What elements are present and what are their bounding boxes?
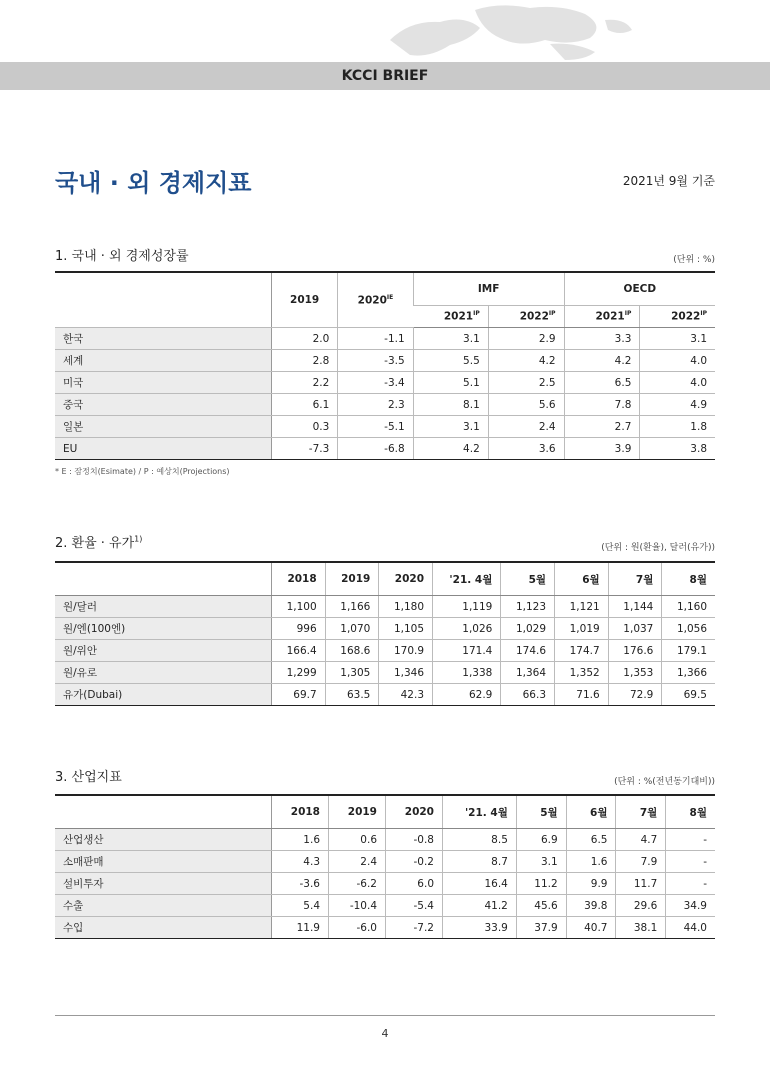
cell-value: 6.9 [516,829,566,851]
industry-header-row [55,795,715,829]
row-label: 수출 [55,895,272,917]
row-label: EU [55,438,272,460]
cell-value: 33.9 [443,917,517,939]
cell-value: 3.9 [564,438,640,460]
growth-row [55,438,715,460]
cell-value: -7.2 [386,917,443,939]
cell-value: -6.0 [329,917,386,939]
cell-value: 996 [272,618,326,640]
column-header: '21. 4월 [433,562,501,596]
cell-value: 3.8 [640,438,715,460]
industry-row [55,917,715,939]
cell-value: 3.3 [564,328,640,350]
cell-value: 63.5 [325,684,379,706]
world-map-graphic [370,0,640,62]
as-of-date: 2021년 9월 기준 [622,174,715,188]
cell-value: 5.6 [488,394,564,416]
cell-value: 9.9 [566,873,616,895]
fx-table [55,561,715,706]
cell-value: 39.8 [566,895,616,917]
cell-value: 6.0 [386,873,443,895]
cell-value: 8.1 [413,394,488,416]
row-label: 일본 [55,416,272,438]
cell-value: -0.8 [386,829,443,851]
column-header: 2019 [325,562,379,596]
cell-value: 4.0 [640,350,715,372]
column-header: 5월 [501,562,555,596]
cell-value: 3.1 [516,851,566,873]
cell-value: 1.6 [566,851,616,873]
cell-value: 16.4 [443,873,517,895]
column-header: 7월 [616,795,666,829]
cell-value: 3.6 [488,438,564,460]
cell-value: 176.6 [608,640,662,662]
growth-footnote: * E : 잠정치(Esimate) / P : 예상치(Projections) [55,467,230,476]
cell-value: 170.9 [379,640,433,662]
cell-value: -3.5 [338,350,413,372]
column-header: 8월 [666,795,715,829]
growth-row [55,372,715,394]
column-header: 5월 [516,795,566,829]
cell-value: 2.3 [338,394,413,416]
cell-value: 4.2 [413,438,488,460]
industry-table [55,794,715,939]
cell-value: 2.4 [488,416,564,438]
growth-row [55,394,715,416]
row-label: 원/유로 [55,662,272,684]
cell-value: 4.0 [640,372,715,394]
page-number: 4 [381,1027,389,1040]
cell-value: 38.1 [616,917,666,939]
row-label: 원/달러 [55,596,272,618]
cell-value: 179.1 [662,640,715,662]
cell-value: 1,366 [662,662,715,684]
cell-value: 1,305 [325,662,379,684]
cell-value: 6.1 [272,394,338,416]
growth-row [55,350,715,372]
cell-value: 62.9 [433,684,501,706]
fx-row [55,684,715,706]
cell-value: 66.3 [501,684,555,706]
cell-value: 1,100 [272,596,326,618]
group-imf: IMF [413,272,564,306]
col-2019: 2019 [272,272,338,328]
cell-value: 4.3 [272,851,329,873]
column-header: 2020 [386,795,443,829]
column-header: 2019 [329,795,386,829]
cell-value: 3.1 [413,328,488,350]
cell-value: 1,119 [433,596,501,618]
cell-value: 1.6 [272,829,329,851]
cell-value: 2.4 [329,851,386,873]
industry-row [55,873,715,895]
industry-row [55,851,715,873]
cell-value: 11.9 [272,917,329,939]
cell-value: 1,029 [501,618,555,640]
cell-value: 4.7 [616,829,666,851]
industry-row [55,895,715,917]
cell-value: 1,070 [325,618,379,640]
column-header: 7월 [608,562,662,596]
row-label: 미국 [55,372,272,394]
cell-value: 1,364 [501,662,555,684]
fx-row [55,596,715,618]
industry-row [55,829,715,851]
growth-row [55,328,715,350]
header-brand: KCCI BRIEF [341,68,429,84]
cell-value: 5.1 [413,372,488,394]
col-2020: $2020^{IE}$ [338,272,413,328]
footer-rule [55,1015,715,1016]
header-blank [55,562,272,596]
cell-value: 40.7 [566,917,616,939]
fx-unit: (단위 : 원(환율), 달러(유가)) [601,543,715,553]
cell-value: -5.4 [386,895,443,917]
group-oecd: OECD [564,272,715,306]
cell-value: 37.9 [516,917,566,939]
cell-value: 1,026 [433,618,501,640]
cell-value: 69.7 [272,684,326,706]
cell-value: 2.2 [272,372,338,394]
cell-value: - [666,873,715,895]
cell-value: 11.7 [616,873,666,895]
row-label: 한국 [55,328,272,350]
column-header: 2018 [272,562,326,596]
cell-value: 2.0 [272,328,338,350]
growth-section-title: 1. 국내 · 외 경제성장률 [55,249,189,264]
column-header: 6월 [566,795,616,829]
industry-unit: (단위 : %(전년동기대비)) [614,777,715,787]
cell-value: 69.5 [662,684,715,706]
cell-value: 4.2 [488,350,564,372]
cell-value: 8.5 [443,829,517,851]
fx-row [55,618,715,640]
cell-value: 1,299 [272,662,326,684]
cell-value: 1,105 [379,618,433,640]
row-label: 원/엔(100엔) [55,618,272,640]
cell-value: 7.8 [564,394,640,416]
cell-value: -3.4 [338,372,413,394]
cell-value: 42.3 [379,684,433,706]
row-label: 수입 [55,917,272,939]
row-label: 소매판매 [55,851,272,873]
page-title: 국내 · 외 경제지표 [55,169,252,197]
cell-value: 166.4 [272,640,326,662]
cell-value: 171.4 [433,640,501,662]
cell-value: 1,160 [662,596,715,618]
cell-value: 6.5 [564,372,640,394]
cell-value: 1,037 [608,618,662,640]
cell-value: 5.5 [413,350,488,372]
cell-value: 4.2 [564,350,640,372]
cell-value: 8.7 [443,851,517,873]
cell-value: -0.2 [386,851,443,873]
cell-value: - [666,851,715,873]
cell-value: 168.6 [325,640,379,662]
cell-value: 1,346 [379,662,433,684]
row-label: 유가(Dubai) [55,684,272,706]
cell-value: 1.8 [640,416,715,438]
cell-value: 5.4 [272,895,329,917]
cell-value: 3.1 [640,328,715,350]
cell-value: 7.9 [616,851,666,873]
column-header: 2020 [379,562,433,596]
cell-value: -6.2 [329,873,386,895]
growth-header-row [55,272,715,306]
cell-value: 2.5 [488,372,564,394]
row-label: 중국 [55,394,272,416]
cell-value: 1,338 [433,662,501,684]
cell-value: 34.9 [666,895,715,917]
fx-header-row [55,562,715,596]
row-label: 산업생산 [55,829,272,851]
cell-value: -7.3 [272,438,338,460]
cell-value: 1,352 [555,662,609,684]
column-header: 8월 [662,562,715,596]
cell-value: 174.7 [555,640,609,662]
cell-value: 1,166 [325,596,379,618]
header-blank [55,795,272,829]
industry-section-title: 3. 산업지표 [55,770,122,785]
row-label: 세계 [55,350,272,372]
cell-value: 0.6 [329,829,386,851]
cell-value: -3.6 [272,873,329,895]
cell-value: 1,353 [608,662,662,684]
cell-value: 174.6 [501,640,555,662]
cell-value: 11.2 [516,873,566,895]
header-blank [55,272,272,328]
row-label: 설비투자 [55,873,272,895]
cell-value: - [666,829,715,851]
cell-value: 3.1 [413,416,488,438]
col-oecd-2022: $2022^{IP}$ [640,306,715,328]
cell-value: 71.6 [555,684,609,706]
growth-unit: (단위 : %) [673,255,715,265]
fx-row [55,640,715,662]
fx-section-title: 2. 환율 · 유가$^{1)}$ [55,534,143,551]
cell-value: 29.6 [616,895,666,917]
cell-value: 4.9 [640,394,715,416]
column-header: 6월 [555,562,609,596]
cell-value: -6.8 [338,438,413,460]
cell-value: 41.2 [443,895,517,917]
cell-value: 2.7 [564,416,640,438]
cell-value: 1,180 [379,596,433,618]
cell-value: 44.0 [666,917,715,939]
cell-value: 45.6 [516,895,566,917]
cell-value: 1,144 [608,596,662,618]
cell-value: 2.9 [488,328,564,350]
cell-value: 6.5 [566,829,616,851]
cell-value: -5.1 [338,416,413,438]
column-header: '21. 4월 [443,795,517,829]
row-label: 원/위안 [55,640,272,662]
cell-value: 1,121 [555,596,609,618]
growth-table [55,271,715,460]
cell-value: -10.4 [329,895,386,917]
col-imf-2022: $2022^{IP}$ [488,306,564,328]
cell-value: 2.8 [272,350,338,372]
cell-value: 1,019 [555,618,609,640]
column-header: 2018 [272,795,329,829]
cell-value: -1.1 [338,328,413,350]
growth-row [55,416,715,438]
cell-value: 1,056 [662,618,715,640]
col-oecd-2021: $2021^{IP}$ [564,306,640,328]
fx-row [55,662,715,684]
cell-value: 0.3 [272,416,338,438]
cell-value: 1,123 [501,596,555,618]
col-imf-2021: $2021^{IP}$ [413,306,488,328]
cell-value: 72.9 [608,684,662,706]
